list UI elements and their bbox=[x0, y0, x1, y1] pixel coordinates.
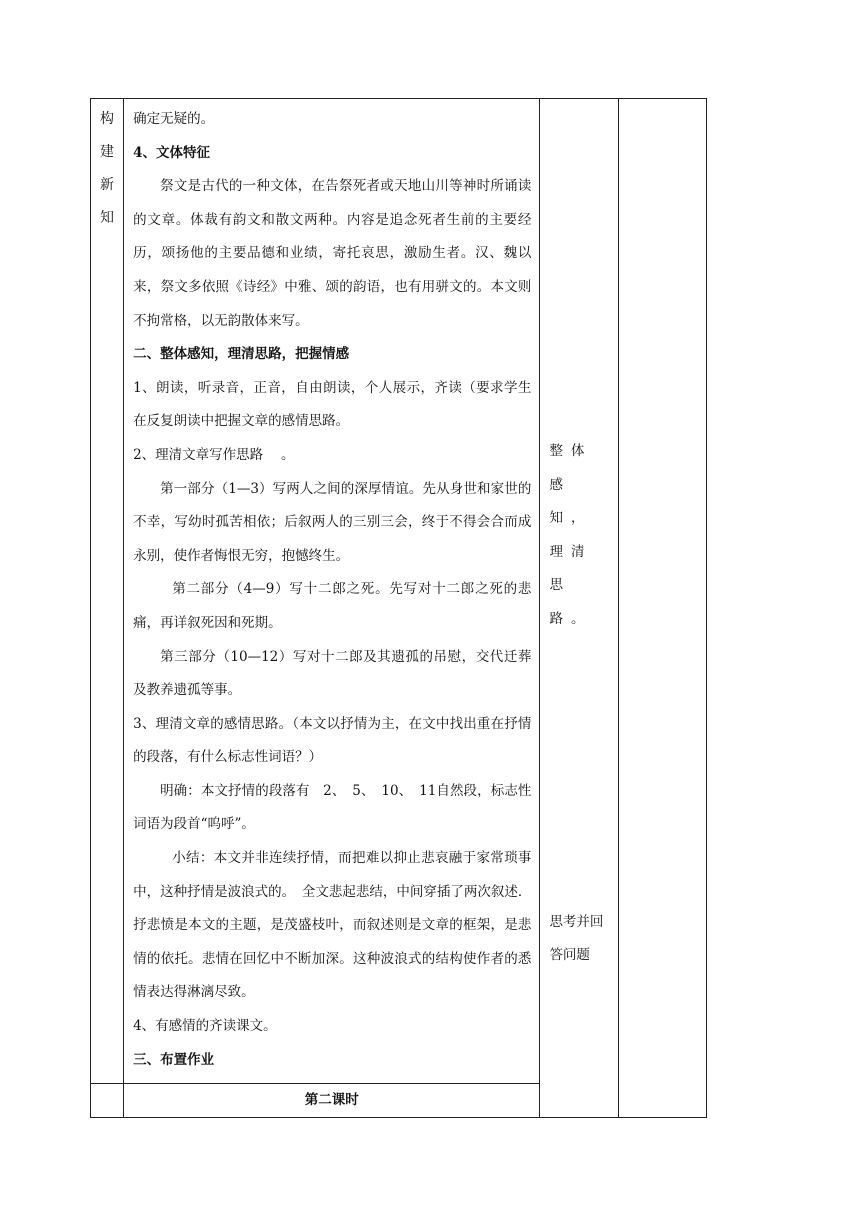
content-paragraph: 明确：本文抒情的段落有 2、 5、 10、 11自然段，标志性词语为段首“呜呼”。 bbox=[133, 782, 532, 833]
content-heading: 4、文体特征 bbox=[133, 144, 210, 161]
section-label-char: 知 bbox=[100, 210, 115, 226]
content-paragraph: 小结：本文并非连续抒情，而把难以抑止悲哀融于家常琐事中，这种抒情是波浪式的。 全文悲起悲结，中间穿插了两次叙述．抒悲愤是本文的主题，是茂盛枝叶，而叙述则是文章的框架，是悲情的依托。悲情在回忆中不断加深。这种波浪式的结构使作者的悉情表达得淋漓尽致。 bbox=[133, 850, 532, 1001]
content-paragraph: 祭文是古代的一种文体，在告祭死者或天地山川等神时所诵读的文章。体裁有韵文和散文两种。内容是追念死者生前的主要经历，颂扬他的主要品德和业绩，寄托哀思，激励生者。汉、魏以来，祭文多依照《诗经》中雅、颂的韵语，也有用骈文的。本文则不拘常格，以无韵散体来写。 bbox=[133, 178, 532, 329]
student-activity-text: 思考并回答问题 bbox=[549, 913, 604, 964]
section-label-cell bbox=[91, 99, 124, 1084]
content-paragraph: 2、理清文章写作思路 。 bbox=[133, 446, 295, 463]
content-paragraph: 第三部分（10—12）写对十二郎及其遗孤的吊慰，交代迁葬及教养遗孤等事。 bbox=[133, 648, 532, 699]
content-heading: 三、布置作业 bbox=[133, 1051, 215, 1068]
content-paragraph: 第二部分（4—9）写十二郎之死。先写对十二郎之死的悲痛，再详叙死因和死期。 bbox=[133, 581, 532, 631]
student-activity-text: 整体感知，理清思路。 bbox=[549, 443, 593, 627]
content-paragraph: 1、朗读，听录音，正音，自由朗读，个人展示，齐读（要求学生在反复朗读中把握文章的感情思路。 bbox=[133, 379, 532, 430]
section-label-char: 建 bbox=[100, 144, 115, 160]
content-paragraph: 3、理清文章的感情思路。（本文以抒情为主，在文中找出重在抒情的段落，有什么标志性词语？） bbox=[133, 715, 532, 766]
content-paragraph: 第一部分（1—3）写两人之间的深厚情谊。先从身世和家世的不幸，写幼时孤苦相依；后叙两人的三别三会，终于不得会合而成永别，使作者悔恨无穷，抱憾终生。 bbox=[133, 480, 532, 564]
student-activity-cell bbox=[540, 99, 618, 1118]
lesson-plan-table bbox=[90, 98, 707, 1118]
content-paragraph: 4、有感情的齐读课文。 bbox=[133, 1018, 277, 1035]
teaching-content-cell bbox=[124, 99, 540, 1084]
empty-label-cell bbox=[91, 1084, 124, 1118]
section-label-char: 新 bbox=[100, 177, 115, 193]
second-lesson-title: 第二课时 bbox=[304, 1092, 359, 1109]
notes-cell bbox=[618, 99, 706, 1118]
content-heading: 二、整体感知，理清思路，把握情感 bbox=[133, 346, 350, 363]
section-label bbox=[91, 99, 123, 235]
section-label-char: 构 bbox=[100, 111, 115, 127]
content-paragraph: 确定无疑的。 bbox=[133, 111, 215, 127]
second-lesson-cell bbox=[124, 1084, 540, 1118]
table-row bbox=[91, 99, 707, 1084]
